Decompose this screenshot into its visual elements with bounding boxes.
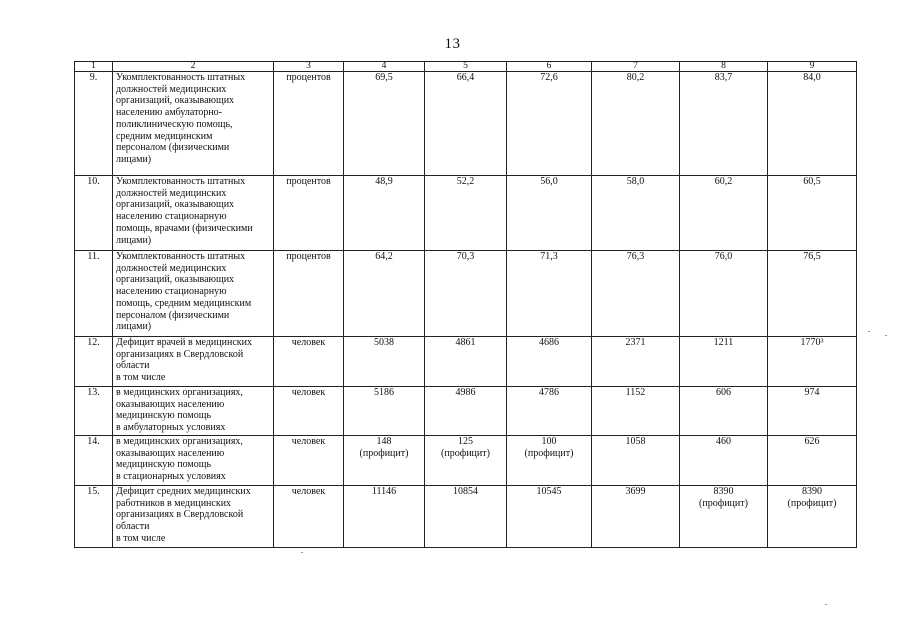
value-cell: 76,5 xyxy=(768,251,857,337)
unit-cell: человек xyxy=(274,337,344,387)
column-header: 8 xyxy=(680,62,768,72)
row-number: 15. xyxy=(75,486,113,548)
value-cell: 100 (профицит) xyxy=(507,436,592,486)
column-header: 6 xyxy=(507,62,592,72)
column-header: 7 xyxy=(592,62,680,72)
value-cell: 70,3 xyxy=(425,251,507,337)
value-cell: 71,3 xyxy=(507,251,592,337)
value-cell: 5186 xyxy=(344,387,425,436)
value-cell: 125 (профицит) xyxy=(425,436,507,486)
table-row xyxy=(75,72,857,176)
value-cell: 66,4 xyxy=(425,72,507,176)
value-cell: 1058 xyxy=(592,436,680,486)
table-row xyxy=(75,251,857,337)
table-row xyxy=(75,176,857,251)
value-cell: 84,0 xyxy=(768,72,857,176)
value-cell: 5038 xyxy=(344,337,425,387)
indicators-table xyxy=(74,61,857,548)
scan-speck xyxy=(301,552,303,553)
row-number: 12. xyxy=(75,337,113,387)
indicator-name: Дефицит средних медицинских работников в медицинских организациях в Свердловской области в том числе xyxy=(113,486,274,548)
value-cell: 76,3 xyxy=(592,251,680,337)
indicator-name: Укомплектованность штатных должностей медицинских организаций, оказывающих населению стационарную помощь, врачами (физическими лицами) xyxy=(113,176,274,251)
column-header: 5 xyxy=(425,62,507,72)
indicator-name: в медицинских организациях, оказывающих населению медицинскую помощь в стационарных условиях xyxy=(113,436,274,486)
value-cell: 626 xyxy=(768,436,857,486)
value-cell: 60,2 xyxy=(680,176,768,251)
row-number: 11. xyxy=(75,251,113,337)
value-cell: 1211 xyxy=(680,337,768,387)
value-cell: 60,5 xyxy=(768,176,857,251)
scan-speck xyxy=(825,604,827,605)
value-cell: 4686 xyxy=(507,337,592,387)
column-header: 9 xyxy=(768,62,857,72)
value-cell: 8390 (профицит) xyxy=(680,486,768,548)
scan-speck xyxy=(885,335,887,336)
value-cell: 64,2 xyxy=(344,251,425,337)
value-cell: 1152 xyxy=(592,387,680,436)
row-number: 13. xyxy=(75,387,113,436)
value-cell: 10854 xyxy=(425,486,507,548)
value-cell: 974 xyxy=(768,387,857,436)
scan-speck xyxy=(868,331,870,332)
unit-cell: процентов xyxy=(274,72,344,176)
value-cell: 460 xyxy=(680,436,768,486)
value-cell: 11146 xyxy=(344,486,425,548)
indicator-name: Укомплектованность штатных должностей медицинских организаций, оказывающих населению амбулаторно- поликлиническую помощь, средним медицинским персоналом (физическими лицами) xyxy=(113,72,274,176)
indicator-name: в медицинских организациях, оказывающих населению медицинскую помощь в амбулаторных условиях xyxy=(113,387,274,436)
unit-cell: человек xyxy=(274,486,344,548)
unit-cell: человек xyxy=(274,387,344,436)
column-header: 3 xyxy=(274,62,344,72)
value-cell: 2371 xyxy=(592,337,680,387)
value-cell: 80,2 xyxy=(592,72,680,176)
unit-cell: процентов xyxy=(274,176,344,251)
column-header: 2 xyxy=(113,62,274,72)
row-number: 10. xyxy=(75,176,113,251)
value-cell: 10545 xyxy=(507,486,592,548)
column-header: 4 xyxy=(344,62,425,72)
indicator-name: Укомплектованность штатных должностей медицинских организаций, оказывающих населению стационарную помощь, средним медицинским персоналом (физическими лицами) xyxy=(113,251,274,337)
value-cell: 4861 xyxy=(425,337,507,387)
table-row xyxy=(75,387,857,436)
value-cell: 4986 xyxy=(425,387,507,436)
value-cell: 56,0 xyxy=(507,176,592,251)
value-cell: 3699 xyxy=(592,486,680,548)
value-cell: 83,7 xyxy=(680,72,768,176)
value-cell: 58,0 xyxy=(592,176,680,251)
row-number: 14. xyxy=(75,436,113,486)
value-cell: 148 (профицит) xyxy=(344,436,425,486)
value-cell: 48,9 xyxy=(344,176,425,251)
table-row xyxy=(75,337,857,387)
indicator-name: Дефицит врачей в медицинских организациях в Свердловской области в том числе xyxy=(113,337,274,387)
value-cell: 76,0 xyxy=(680,251,768,337)
value-cell: 606 xyxy=(680,387,768,436)
column-header: 1 xyxy=(75,62,113,72)
value-cell: 72,6 xyxy=(507,72,592,176)
row-number: 9. xyxy=(75,72,113,176)
value-cell: 52,2 xyxy=(425,176,507,251)
unit-cell: человек xyxy=(274,436,344,486)
value-cell: 8390 (профицит) xyxy=(768,486,857,548)
table-header-row xyxy=(75,62,857,72)
unit-cell: процентов xyxy=(274,251,344,337)
value-cell: 69,5 xyxy=(344,72,425,176)
page-number: 13 xyxy=(444,36,461,52)
table-row xyxy=(75,436,857,486)
value-cell: 1770³ xyxy=(768,337,857,387)
table-row xyxy=(75,486,857,548)
value-cell: 4786 xyxy=(507,387,592,436)
